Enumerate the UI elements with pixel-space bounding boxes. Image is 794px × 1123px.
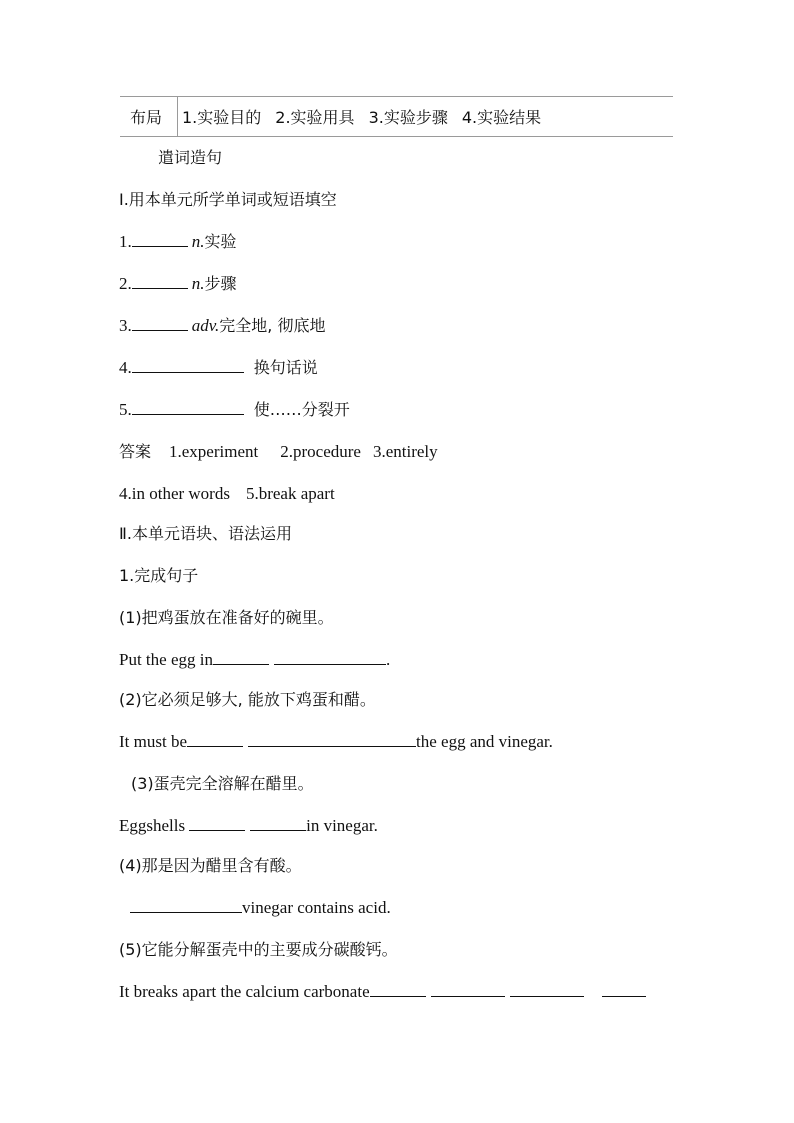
question-5-chinese: (5)它能分解蛋壳中的主要成分碳酸钙。 [119, 940, 398, 959]
question-5-english [119, 980, 646, 1004]
part2-sub-heading: 1.完成句子 [119, 566, 199, 585]
answer-label: 答案 [119, 442, 152, 461]
item-meaning: 实验 [204, 232, 237, 251]
question-1-chinese: (1)把鸡蛋放在准备好的碗里。 [119, 608, 334, 627]
answers-line-2 [119, 482, 335, 506]
layout-items [178, 105, 555, 128]
answer-blank[interactable] [132, 398, 244, 415]
layout-item-1: 1.实验目的 [182, 108, 262, 127]
question-1-english [119, 648, 390, 672]
answer-blank[interactable] [602, 980, 646, 997]
part-of-speech: n. [191, 274, 205, 293]
sentence-start: It must be [119, 732, 187, 751]
answer-blank[interactable] [250, 814, 306, 831]
item-meaning: 步骤 [204, 274, 237, 293]
answer-3: 3.entirely [372, 442, 438, 461]
answer-blank[interactable] [132, 314, 188, 331]
answer-blank[interactable] [248, 730, 416, 747]
part1-item-1 [119, 230, 237, 254]
item-meaning: 使……分裂开 [253, 400, 350, 419]
sentence-start: It breaks apart the calcium carbonate [119, 982, 370, 1001]
item-number: 3. [119, 316, 132, 335]
item-number: 2. [119, 274, 132, 293]
part1-heading: Ⅰ.用本单元所学单词或短语填空 [119, 190, 337, 209]
answer-blank[interactable] [431, 980, 505, 997]
part2-heading: Ⅱ.本单元语块、语法运用 [119, 524, 292, 543]
question-2-english [119, 730, 553, 754]
section-title: 遣词造句 [158, 148, 223, 167]
answer-blank[interactable] [189, 814, 245, 831]
layout-item-2: 2.实验用具 [275, 108, 355, 127]
question-2-chinese: (2)它必须足够大, 能放下鸡蛋和醋。 [119, 690, 376, 709]
item-number: 4. [119, 358, 132, 377]
item-number: 1. [119, 232, 132, 251]
answer-1: 1.experiment [169, 442, 259, 461]
layout-table [120, 96, 673, 137]
answer-blank[interactable] [132, 230, 188, 247]
answer-blank[interactable] [130, 896, 242, 913]
part-of-speech: n. [191, 232, 205, 251]
answers-line-1 [119, 440, 438, 464]
answer-blank[interactable] [370, 980, 426, 997]
sentence-start: Put the egg in [119, 650, 213, 669]
question-3-chinese: (3)蛋壳完全溶解在醋里。 [131, 774, 314, 793]
answer-blank[interactable] [187, 730, 243, 747]
item-meaning: 完全地, 彻底地 [219, 316, 326, 335]
answer-blank[interactable] [510, 980, 584, 997]
sentence-start: Eggshells [119, 816, 186, 835]
part1-item-4 [119, 356, 318, 380]
part1-item-3 [119, 314, 325, 338]
item-meaning: 换句话说 [253, 358, 318, 377]
sentence-end: the egg and vinegar. [416, 732, 553, 751]
answer-4: 4.in other words [119, 484, 230, 503]
part-of-speech: adv. [191, 316, 220, 335]
answer-blank[interactable] [213, 648, 269, 665]
answer-blank[interactable] [132, 356, 244, 373]
question-3-english [119, 814, 378, 838]
part1-item-5 [119, 398, 350, 422]
question-4-english [130, 896, 391, 920]
sentence-end: vinegar contains acid. [242, 898, 391, 917]
answer-blank[interactable] [132, 272, 188, 289]
layout-label: 布局 [120, 97, 178, 136]
layout-item-3: 3.实验步骤 [368, 108, 448, 127]
question-4-chinese: (4)那是因为醋里含有酸。 [119, 856, 302, 875]
layout-item-4: 4.实验结果 [461, 108, 542, 127]
sentence-end: in vinegar. [306, 816, 378, 835]
sentence-end: . [385, 650, 391, 669]
answer-5: 5.break apart [245, 484, 335, 503]
answer-blank[interactable] [274, 648, 386, 665]
part1-item-2 [119, 272, 237, 296]
item-number: 5. [119, 400, 132, 419]
answer-2: 2.procedure [280, 442, 361, 461]
